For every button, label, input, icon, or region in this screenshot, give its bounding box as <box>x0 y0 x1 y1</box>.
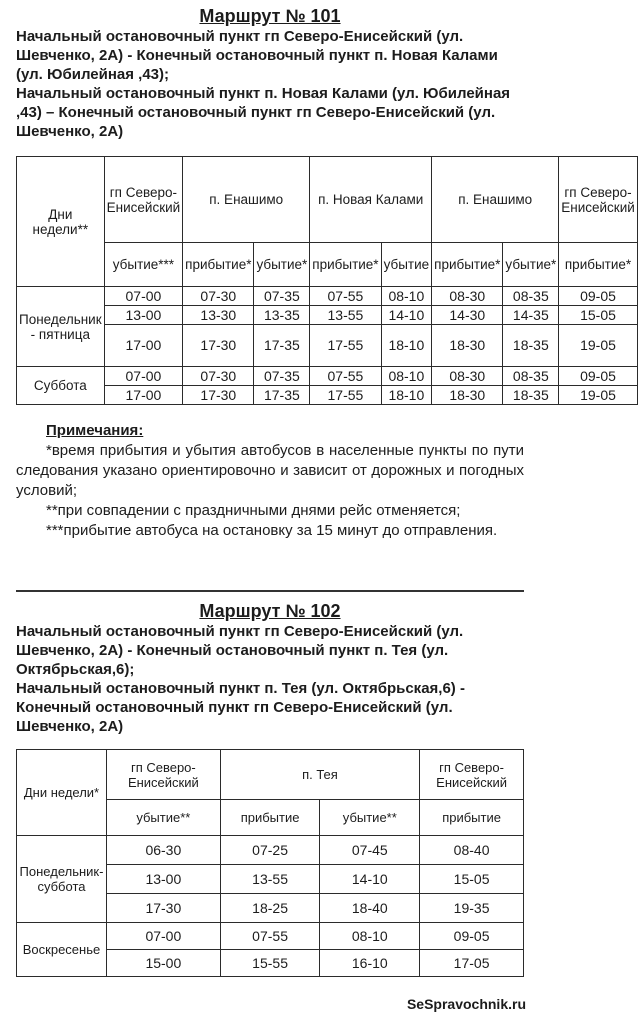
time-cell: 07-30 <box>183 367 254 386</box>
time-cell: 07-00 <box>104 367 183 386</box>
stop-header: п. Енашимо <box>432 157 559 243</box>
sub-header: убытие** <box>106 800 220 836</box>
sub-header: прибытие* <box>183 243 254 287</box>
time-cell: 15-05 <box>559 306 638 325</box>
day-label-weekdays: Понедельник-суббота <box>17 836 107 923</box>
time-cell: 13-35 <box>254 306 310 325</box>
time-cell: 07-35 <box>254 367 310 386</box>
time-cell: 18-35 <box>503 325 559 367</box>
route-101-desc-forward: Начальный остановочный пункт гп Северо-Енисейский (ул. Шевченко, 2А) - Конечный остановочный пункт п. Новая Калами (ул. Юбилейная ,43); <box>16 28 498 83</box>
table-row <box>17 367 638 386</box>
notes-section <box>0 421 540 541</box>
time-cell: 18-30 <box>432 325 503 367</box>
time-cell: 14-10 <box>381 306 432 325</box>
time-cell: 18-30 <box>432 386 503 405</box>
time-cell: 14-30 <box>432 306 503 325</box>
time-cell: 07-45 <box>320 836 420 865</box>
time-cell: 07-35 <box>254 287 310 306</box>
sub-header: убытие* <box>254 243 310 287</box>
route-101-desc-return: Начальный остановочный пункт п. Новая Калами (ул. Юбилейная ,43) – Конечный остановочный пункт гп Северо-Енисейский (ул. Шевченко, 2А) <box>16 85 511 140</box>
time-cell: 17-00 <box>104 386 183 405</box>
time-cell: 18-35 <box>503 386 559 405</box>
time-cell: 08-40 <box>420 836 524 865</box>
time-cell: 17-30 <box>183 386 254 405</box>
time-cell: 08-35 <box>503 287 559 306</box>
day-label-saturday: Суббота <box>17 367 105 405</box>
time-cell: 14-10 <box>320 865 420 894</box>
time-cell: 07-55 <box>310 287 381 306</box>
stop-header: гп Северо-Енисейский <box>104 157 183 243</box>
sub-header: убытие*** <box>104 243 183 287</box>
table-row <box>17 287 638 306</box>
time-cell: 07-55 <box>310 367 381 386</box>
table-row <box>17 923 524 950</box>
time-cell: 13-00 <box>104 306 183 325</box>
stop-header: гп Северо-Енисейский <box>559 157 638 243</box>
note-2: **при совпадении с праздничными днями рейс отменяется; <box>46 502 461 519</box>
time-cell: 15-00 <box>106 950 220 977</box>
sub-header: прибытие <box>220 800 320 836</box>
sub-header: прибытие* <box>432 243 503 287</box>
sub-header: убытие <box>381 243 432 287</box>
time-cell: 17-30 <box>106 894 220 923</box>
days-header: Дни недели* <box>17 750 107 836</box>
time-cell: 06-30 <box>106 836 220 865</box>
day-label-weekdays: Понедельник - пятница <box>17 287 105 367</box>
time-cell: 13-55 <box>220 865 320 894</box>
time-cell: 17-35 <box>254 325 310 367</box>
stop-header: гп Северо-Енисейский <box>420 750 524 800</box>
time-cell: 08-35 <box>503 367 559 386</box>
time-cell: 07-30 <box>183 287 254 306</box>
time-cell: 08-30 <box>432 287 503 306</box>
note-1: *время прибытия и убытия автобусов в населенные пункты по пути следования указано ориентировочно и зависит от дорожных и погодных условий; <box>16 442 524 499</box>
time-cell: 07-55 <box>220 923 320 950</box>
stop-header: п. Новая Калами <box>310 157 432 243</box>
route-102-header <box>0 601 540 736</box>
time-cell: 17-55 <box>310 325 381 367</box>
time-cell: 17-05 <box>420 950 524 977</box>
route-101-header <box>0 6 540 141</box>
notes-heading: Примечания: <box>46 422 144 439</box>
time-cell: 18-10 <box>381 386 432 405</box>
time-cell: 19-05 <box>559 386 638 405</box>
time-cell: 15-05 <box>420 865 524 894</box>
time-cell: 17-30 <box>183 325 254 367</box>
time-cell: 09-05 <box>559 367 638 386</box>
time-cell: 15-55 <box>220 950 320 977</box>
time-cell: 07-25 <box>220 836 320 865</box>
time-cell: 09-05 <box>420 923 524 950</box>
time-cell: 17-00 <box>104 325 183 367</box>
site-watermark: SeSpravochnik.ru <box>406 996 526 1012</box>
days-header: Дни недели** <box>17 157 105 287</box>
sub-header: убытие** <box>320 800 420 836</box>
time-cell: 08-10 <box>320 923 420 950</box>
time-cell: 18-10 <box>381 325 432 367</box>
sub-header: прибытие* <box>559 243 638 287</box>
table-row <box>17 386 638 405</box>
time-cell: 07-00 <box>106 923 220 950</box>
section-divider <box>16 590 524 592</box>
route-102-title: Маршрут № 102 <box>199 601 341 621</box>
sub-header: прибытие* <box>310 243 381 287</box>
route-102-desc-forward: Начальный остановочный пункт гп Северо-Енисейский (ул. Шевченко, 2А) - Конечный остановочный пункт п. Тея (ул. Октябрьская,6); <box>16 623 464 678</box>
time-cell: 18-40 <box>320 894 420 923</box>
time-cell: 14-35 <box>503 306 559 325</box>
time-cell: 17-55 <box>310 386 381 405</box>
time-cell: 16-10 <box>320 950 420 977</box>
table-row <box>17 836 524 865</box>
time-cell: 08-10 <box>381 287 432 306</box>
time-cell: 09-05 <box>559 287 638 306</box>
time-cell: 13-55 <box>310 306 381 325</box>
stop-header: п. Енашимо <box>183 157 310 243</box>
route-102-table <box>16 749 524 977</box>
note-3: ***прибытие автобуса на остановку за 15 минут до отправления. <box>46 522 498 539</box>
time-cell: 07-00 <box>104 287 183 306</box>
route-101-title: Маршрут № 101 <box>199 6 341 26</box>
stop-header: п. Тея <box>220 750 419 800</box>
time-cell: 13-00 <box>106 865 220 894</box>
route-102-desc-return: Начальный остановочный пункт п. Тея (ул. Октябрьская,6) - Конечный остановочный пункт гп Северо-Енисейский (ул. Шевченко, 2А) <box>16 680 465 735</box>
time-cell: 19-35 <box>420 894 524 923</box>
time-cell: 17-35 <box>254 386 310 405</box>
time-cell: 18-25 <box>220 894 320 923</box>
time-cell: 08-30 <box>432 367 503 386</box>
route-101-table <box>16 156 638 405</box>
time-cell: 08-10 <box>381 367 432 386</box>
sub-header: убытие* <box>503 243 559 287</box>
time-cell: 19-05 <box>559 325 638 367</box>
time-cell: 13-30 <box>183 306 254 325</box>
day-label-sunday: Воскресенье <box>17 923 107 977</box>
table-row <box>17 325 638 367</box>
table-row <box>17 306 638 325</box>
stop-header: гп Северо-Енисейский <box>106 750 220 800</box>
sub-header: прибытие <box>420 800 524 836</box>
